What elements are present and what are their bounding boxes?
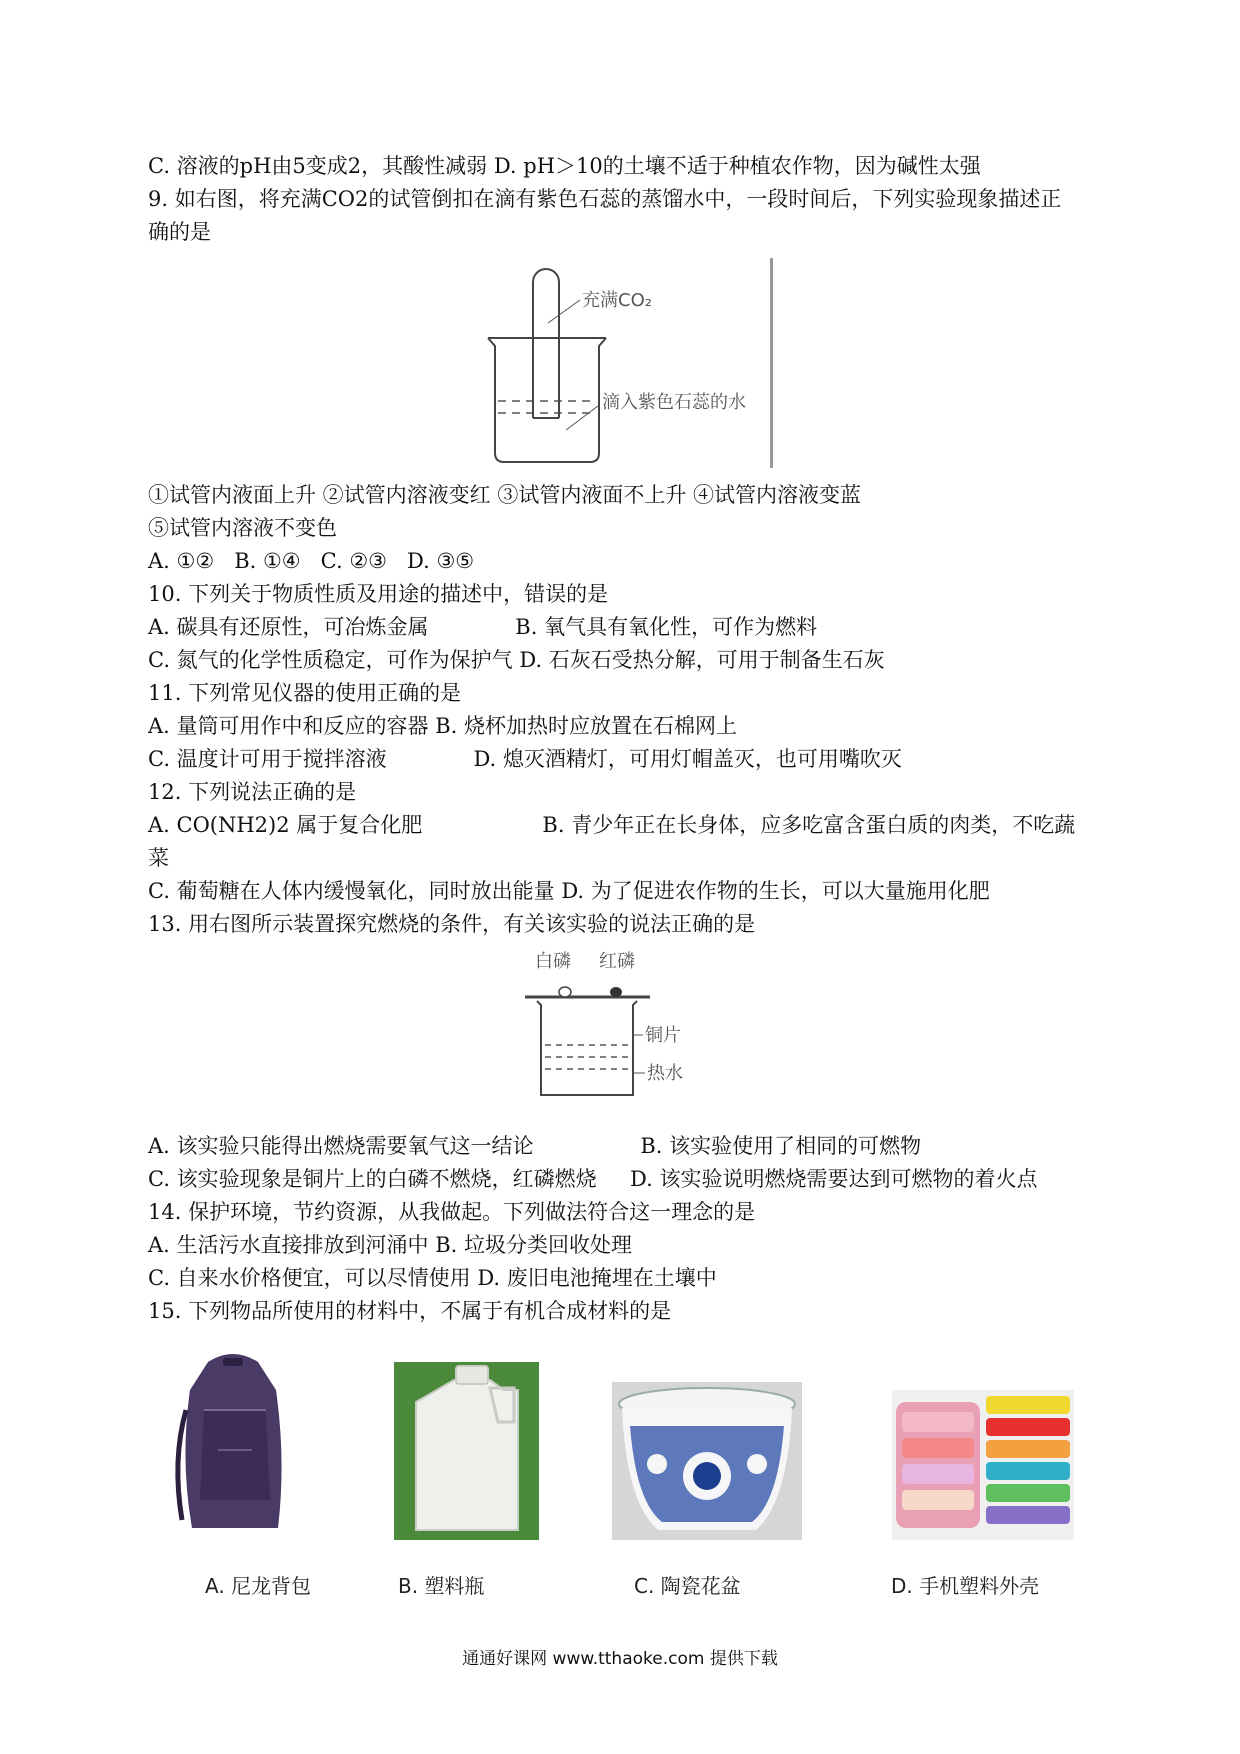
leader-line-top xyxy=(548,300,580,323)
question-9-stem: 9. 如右图，将充满CO2的试管倒扣在滴有紫色石蕊的蒸馏水中，一段时间后，下列实验现象描述正 xyxy=(148,187,1062,211)
question-13-stem: 13. 用右图所示装置探究燃烧的条件，有关该实验的说法正确的是 xyxy=(148,912,756,936)
combustion-apparatus-figure xyxy=(515,945,755,1105)
option-b-caption: B. 塑料瓶 xyxy=(398,1574,485,1598)
q9-observations-2: ⑤试管内溶液不变色 xyxy=(148,516,337,540)
label-litmus-water: 滴入紫色石蕊的水 xyxy=(602,392,746,413)
leader-line-bottom xyxy=(566,406,598,430)
white-phosphorus-piece xyxy=(559,987,571,997)
label-red-phosphorus: 红磷 xyxy=(599,951,635,972)
option-a-caption: A. 尼龙背包 xyxy=(205,1574,312,1598)
question-11-stem: 11. 下列常见仪器的使用正确的是 xyxy=(148,681,462,705)
q14-options-cd: C. 自来水价格便宜，可以尽情使用 D. 废旧电池掩埋在土壤中 xyxy=(148,1266,717,1290)
q12-options-ab-cont: 菜 xyxy=(148,846,169,870)
q12-options-ab: A. CO(NH2)2 属于复合化肥 B. 青少年正在长身体，应多吃富含蛋白质的肉类，不吃蔬 xyxy=(148,813,1076,837)
page-footer: 通通好课网 www.tthaoke.com 提供下载 xyxy=(462,1649,778,1669)
water-level xyxy=(498,401,596,413)
q14-options-ab: A. 生活污水直接排放到河涌中 B. 垃圾分类回收处理 xyxy=(148,1233,632,1257)
q10-options-cd: C. 氮气的化学性质稳定，可作为保护气 D. 石灰石受热分解，可用于制备生石灰 xyxy=(148,648,885,672)
ceramic-flowerpot-image xyxy=(612,1382,802,1540)
q11-options-cd: C. 温度计可用于搅拌溶液 D. 熄灭酒精灯，可用灯帽盖灭，也可用嘴吹灭 xyxy=(148,747,902,771)
nylon-backpack-image xyxy=(168,1350,298,1540)
q11-options-ab: A. 量筒可用作中和反应的容器 B. 烧杯加热时应放置在石棉网上 xyxy=(148,714,737,738)
red-phosphorus-piece xyxy=(610,987,622,997)
line-c-ph: C. 溶液的pH由5变成2，其酸性减弱 D. pH＞10的土壤不适于种植农作物，因为碱性太强 xyxy=(148,154,981,178)
label-hot-water: 热水 xyxy=(647,1063,683,1084)
q13-options-ab: A. 该实验只能得出燃烧需要氧气这一结论 B. 该实验使用了相同的可燃物 xyxy=(148,1134,922,1158)
label-co2-tube: 充满CO₂ xyxy=(582,290,652,311)
question-10-stem: 10. 下列关于物质性质及用途的描述中，错误的是 xyxy=(148,582,609,606)
q9-choices: A. ①② B. ①④ C. ②③ D. ③⑤ xyxy=(148,549,475,573)
question-12-stem: 12. 下列说法正确的是 xyxy=(148,780,357,804)
plastic-bottle-image xyxy=(394,1362,539,1540)
figure-border xyxy=(770,258,773,468)
test-tube xyxy=(533,269,559,418)
option-c-caption: C. 陶瓷花盆 xyxy=(634,1574,741,1598)
beaker xyxy=(488,338,606,462)
question-14-stem: 14. 保护环境，节约资源，从我做起。下列做法符合这一理念的是 xyxy=(148,1200,756,1224)
beaker-2 xyxy=(537,1001,637,1095)
label-white-phosphorus: 白磷 xyxy=(535,951,571,972)
q12-options-cd: C. 葡萄糖在人体内缓慢氧化，同时放出能量 D. 为了促进农作物的生长，可以大量施用化肥 xyxy=(148,879,990,903)
phone-case-image xyxy=(892,1390,1074,1540)
hot-water xyxy=(545,1045,629,1069)
question-15-stem: 15. 下列物品所使用的材料中，不属于有机合成材料的是 xyxy=(148,1299,672,1323)
option-d-caption: D. 手机塑料外壳 xyxy=(891,1574,1040,1598)
co2-test-tube-figure xyxy=(470,258,790,470)
q9-observations-1: ①试管内液面上升 ②试管内溶液变红 ③试管内液面不上升 ④试管内溶液变蓝 xyxy=(148,483,862,507)
q13-options-cd: C. 该实验现象是铜片上的白磷不燃烧，红磷燃烧 D. 该实验说明燃烧需要达到可燃物的着火点 xyxy=(148,1167,1038,1191)
q10-options-ab: A. 碳具有还原性，可冶炼金属 B. 氧气具有氧化性，可作为燃料 xyxy=(148,615,818,639)
label-copper-plate: 铜片 xyxy=(645,1025,681,1046)
question-9-stem-cont: 确的是 xyxy=(148,220,211,244)
